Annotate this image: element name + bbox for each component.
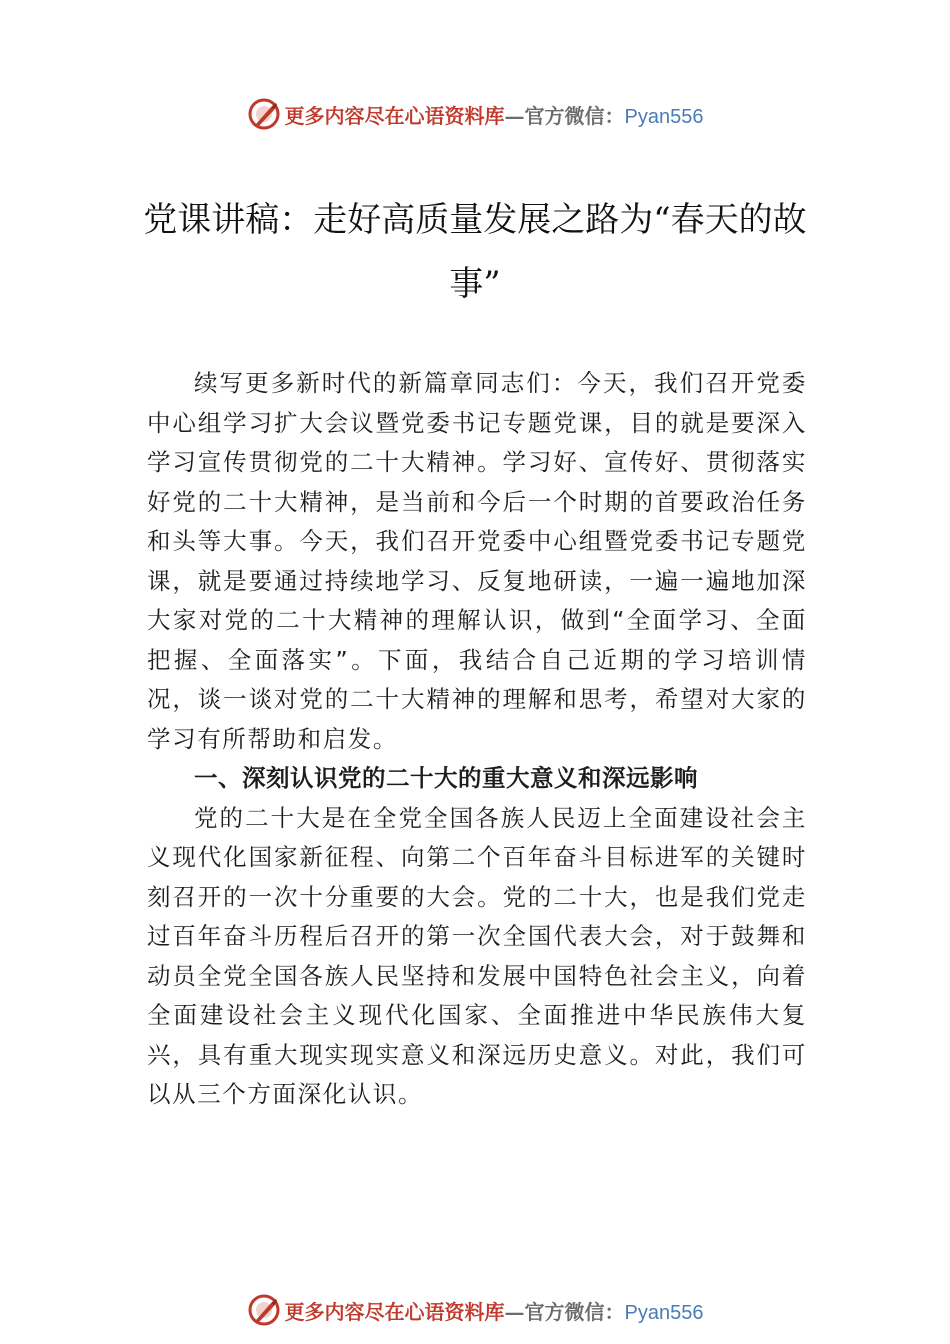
pen-nib-logo-icon	[247, 97, 281, 131]
watermark-red-text: 更多内容尽在心语资料库	[284, 1299, 505, 1324]
document-body	[147, 364, 807, 1115]
watermark-id-text: Pyan556	[624, 105, 704, 128]
watermark-id-text: Pyan556	[624, 1301, 704, 1324]
watermark-text	[285, 1296, 704, 1325]
header-watermark	[0, 94, 950, 134]
section-heading: 一、深刻认识党的二十大的重大意义和深远影响	[194, 764, 698, 792]
watermark-grey-text: —官方微信：	[504, 1299, 625, 1324]
pen-nib-logo-icon	[247, 1293, 281, 1327]
watermark-text	[285, 100, 704, 129]
section-paragraph: 党的二十大是在全党全国各族人民迈上全面建设社会主义现代化国家新征程、向第二个百年奋斗目标进军的关键时刻召开的一次十分重要的大会。党的二十大，也是我们党走过百年奋斗历程后召开的第一次全国代表大会，对于鼓舞和动员全党全国各族人民坚持和发展中国特色社会主义，向着全面建设社会主义现代化国家、全面推进中华民族伟大复兴，具有重大现实现实意义和深远历史意义。对此，我们可以从三个方面深化认识。	[147, 803, 807, 1108]
watermark-red-text: 更多内容尽在心语资料库	[284, 103, 505, 128]
watermark-grey-text: —官方微信：	[504, 103, 625, 128]
footer-watermark	[0, 1290, 950, 1330]
intro-paragraph: 续写更多新时代的新篇章同志们：今天，我们召开党委中心组学习扩大会议暨党委书记专题党课，目的就是要深入学习宣传贯彻党的二十大精神。学习好、宣传好、贯彻落实好党的二十大精神，是当前和今后一个时期的首要政治任务和头等大事。今天，我们召开党委中心组暨党委书记专题党课，就是要通过持续地学习、反复地研读，一遍一遍地加深大家对党的二十大精神的理解认识，做到“全面学习、全面把握、全面落实”。下面，我结合自己近期的学习培训情况，谈一谈对党的二十大精神的理解和思考，希望对大家的学习有所帮助和启发。	[147, 369, 807, 753]
document-title: 党课讲稿：走好高质量发展之路为“春天的故事”	[143, 200, 807, 304]
